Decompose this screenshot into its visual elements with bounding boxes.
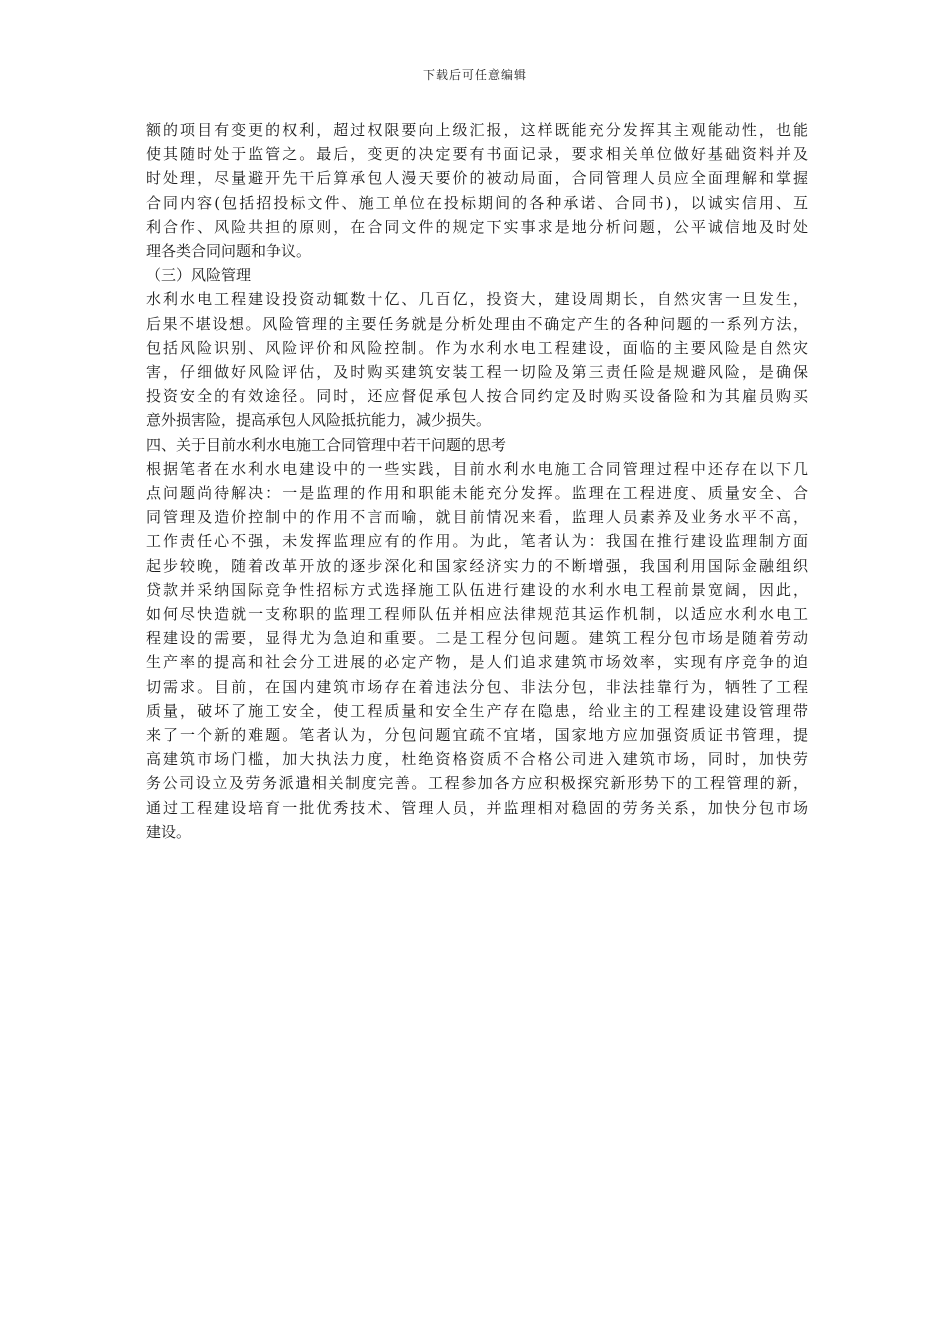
paragraph-line: 工作责任心不强，未发挥监理应有的作用。为此，笔者认为：我国在推行建设监理制方面 — [146, 532, 808, 551]
paragraph-line: 如何尽快造就一支称职的监理工程师队伍并相应法律规范其运作机制，以适应水利水电工 — [146, 605, 808, 624]
document-body — [146, 118, 808, 844]
paragraph-line: 理各类合同问题和争议。 — [146, 242, 312, 261]
paragraph-line: 额的项目有变更的权利，超过权限要向上级汇报，这样既能充分发挥其主观能动性，也能 — [146, 121, 808, 139]
paragraph-line: 贷款并采纳国际竞争性招标方式选择施工队伍进行建设的水利水电工程前景宽阔，因此， — [146, 580, 808, 599]
paragraph-line: 后果不堪设想。风险管理的主要任务就是分析处理由不确定产生的各种问题的一系列方法， — [146, 314, 808, 333]
paragraph-line: 起步较晚，随着改革开放的逐步深化和国家经济实力的不断增强，我国利用国际金融组织 — [146, 556, 808, 575]
paragraph-line: 同管理及造价控制中的作用不言而喻，就目前情况来看，监理人员素养及业务水平不高， — [146, 508, 808, 527]
paragraph-line: 合同内容(包括招投标文件、施工单位在投标期间的各种承诺、合同书)，以诚实信用、互 — [146, 193, 808, 212]
paragraph-line: 意外损害险，提高承包人风险抵抗能力，减少损失。 — [146, 411, 492, 430]
paragraph-line: 水利水电工程建设投资动辄数十亿、几百亿，投资大，建设周期长，自然灾害一旦发生， — [146, 290, 808, 309]
paragraph-line: 通过工程建设培育一批优秀技术、管理人员，并监理相对稳固的劳务关系，加快分包市场 — [146, 798, 808, 817]
paragraph-line: 使其随时处于监管之。最后，变更的决定要有书面记录，要求相关单位做好基础资料并及 — [146, 145, 808, 164]
page-header-note: 下载后可任意编辑 — [422, 68, 527, 82]
paragraph-line: 时处理，尽量避开先干后算承包人漫天要价的被动局面，合同管理人员应全面理解和掌握 — [146, 169, 808, 188]
paragraph-line: 务公司设立及劳务派遣相关制度完善。工程参加各方应积极探究新形势下的工程管理的新， — [146, 774, 808, 793]
paragraph-line: 高建筑市场门槛，加大执法力度，杜绝资格资质不合格公司进入建筑市场，同时，加快劳 — [146, 750, 808, 769]
paragraph-line: 利合作、风险共担的原则，在合同文件的规定下实事求是地分析问题，公平诚信地及时处 — [146, 217, 808, 236]
section-heading: 四、关于目前水利水电施工合同管理中若干问题的思考 — [146, 435, 507, 454]
section-heading: （三）风险管理 — [146, 266, 252, 285]
paragraph-line: 建设。 — [146, 822, 192, 841]
paragraph-line: 点问题尚待解决：一是监理的作用和职能未能充分发挥。监理在工程进度、质量安全、合 — [146, 484, 808, 503]
paragraph — [146, 287, 808, 432]
paragraph-line: 程建设的需要，显得尤为急迫和重要。二是工程分包问题。建筑工程分包市场是随着劳动 — [146, 629, 808, 648]
paragraph-line: 害，仔细做好风险评估，及时购买建筑安装工程一切险及第三责任险是规避风险，是确保 — [146, 363, 808, 382]
paragraph — [146, 118, 808, 263]
paragraph-line: 来了一个新的难题。笔者认为，分包问题宜疏不宜堵，国家地方应加强资质证书管理，提 — [146, 726, 808, 745]
paragraph-line: 切需求。目前，在国内建筑市场存在着违法分包、非法分包，非法挂靠行为，牺牲了工程 — [146, 677, 808, 696]
paragraph-line: 生产率的提高和社会分工进展的必定产物，是人们追求建筑市场效率，实现有序竞争的迫 — [146, 653, 808, 672]
paragraph — [146, 457, 808, 844]
paragraph-line: 质量，破坏了施工安全，使工程质量和安全生产存在隐患，给业主的工程建设建设管理带 — [146, 701, 808, 720]
paragraph-line: 根据笔者在水利水电建设中的一些实践，目前水利水电施工合同管理过程中还存在以下几 — [146, 459, 808, 478]
paragraph-line: 投资安全的有效途径。同时，还应督促承包人按合同约定及时购买设备险和为其雇员购买 — [146, 387, 808, 406]
paragraph-line: 包括风险识别、风险评价和风险控制。作为水利水电工程建设，面临的主要风险是自然灾 — [146, 338, 808, 357]
